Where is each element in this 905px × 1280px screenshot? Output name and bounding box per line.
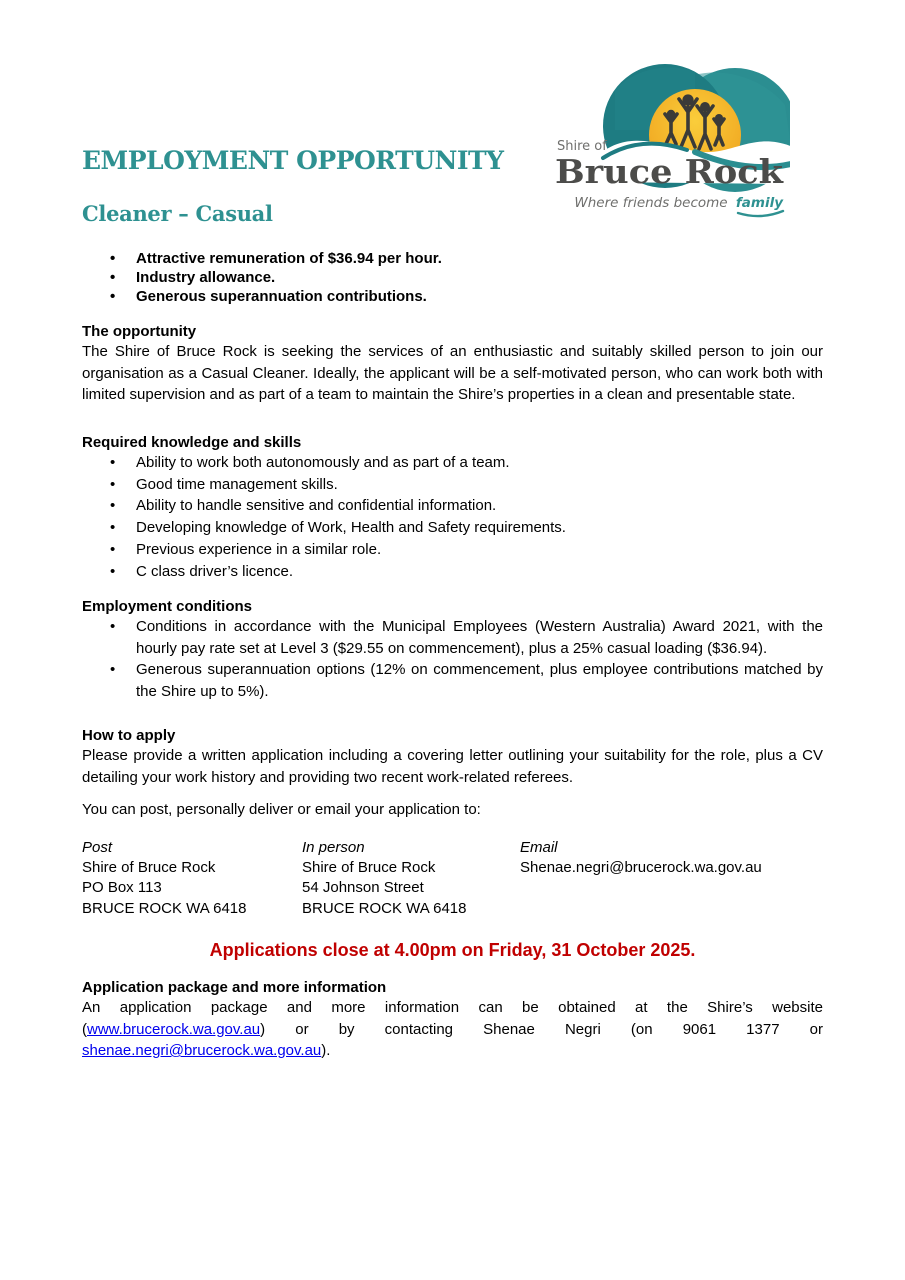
closing-date-notice: Applications close at 4.00pm on Friday, 31 October 2025. bbox=[209, 940, 696, 960]
highlights-section bbox=[82, 249, 823, 306]
highlight-item: • Industry allowance. bbox=[82, 268, 823, 287]
section-body: Please provide a written application including a covering letter outlining your suitability for the role, plus a CV detailing your work history and providing two recent work-related referees. bbox=[82, 747, 823, 786]
package-text: ) or by contacting Shenae Negri (on 9061 1377 or bbox=[260, 1020, 823, 1038]
contact-column-email bbox=[520, 838, 823, 919]
section-heading: Employment conditions bbox=[82, 598, 253, 615]
contact-email-address: Shenae.negri@brucerock.wa.gov.au bbox=[520, 859, 762, 876]
website-link[interactable]: www.brucerock.wa.gov.au bbox=[87, 1020, 261, 1038]
highlight-item: • Generous superannuation contributions. bbox=[82, 287, 823, 306]
opportunity-section bbox=[82, 323, 823, 406]
package-text: ). bbox=[321, 1042, 331, 1059]
logo-tagline-prefix: Where friends become bbox=[574, 195, 728, 211]
highlight-item: • Attractive remuneration of $36.94 per hour. bbox=[82, 249, 823, 268]
section-body bbox=[82, 997, 823, 1062]
skills-section bbox=[82, 434, 823, 582]
position-title: Cleaner – Casual bbox=[82, 201, 273, 226]
skill-item: • Developing knowledge of Work, Health and Safety requirements. bbox=[82, 517, 823, 539]
svg-text:Where friends become f bbox=[574, 195, 784, 211]
section-heading: How to apply bbox=[82, 727, 176, 744]
contact-label: Email bbox=[520, 839, 558, 856]
contact-column-in-person bbox=[302, 838, 520, 919]
shire-logo bbox=[545, 50, 790, 222]
contact-line: Shire of Bruce Rock bbox=[302, 859, 436, 876]
contact-line: BRUCE ROCK WA 6418 bbox=[82, 900, 247, 917]
email-link[interactable]: shenae.negri@brucerock.wa.gov.au bbox=[82, 1042, 322, 1059]
how-to-apply-section bbox=[82, 727, 823, 788]
contact-label: In person bbox=[302, 839, 365, 856]
section-heading: Required knowledge and skills bbox=[82, 434, 302, 451]
conditions-section bbox=[82, 598, 823, 703]
skill-item: • Good time management skills. bbox=[82, 474, 823, 496]
page-title: EMPLOYMENT OPPORTUNITY bbox=[82, 146, 504, 175]
section-heading: The opportunity bbox=[82, 323, 197, 340]
condition-item: • Conditions in accordance with the Municipal Employees (Western Australia) Award 2021, with the hourly pay rate set at Level 3 ($29.55 on commencement), plus a 25% casual loading ($36.94). bbox=[82, 616, 823, 659]
contact-line: BRUCE ROCK WA 6418 bbox=[302, 900, 467, 917]
section-body: The Shire of Bruce Rock is seeking the services of an enthusiastic and suitably skilled person to join our organisation as a Casual Cleaner. Ideally, the applicant will be a self-motivated person, who can work both with limited supervision and as part of a team to maintain the Shire’s properties in a clean and presentable state. bbox=[82, 343, 823, 403]
logo-org-prefix: Shire of bbox=[557, 139, 607, 154]
contact-line: PO Box 113 bbox=[82, 878, 162, 896]
logo-org-name: Bruce Rock bbox=[555, 152, 785, 191]
contact-label: Post bbox=[82, 839, 113, 856]
skill-item: • C class driver’s licence. bbox=[82, 561, 823, 583]
tagline-swoosh-icon bbox=[738, 211, 783, 216]
contact-column-post bbox=[82, 838, 302, 919]
skill-item: • Previous experience in a similar role. bbox=[82, 539, 823, 561]
contact-line: 54 Johnson Street bbox=[302, 878, 424, 896]
section-heading: Application package and more information bbox=[82, 979, 387, 996]
application-package-section bbox=[82, 979, 823, 1062]
skill-item: • Ability to handle sensitive and confidential information. bbox=[82, 495, 823, 517]
condition-item: • Generous superannuation options (12% on commencement, plus employee contributions matched by the Shire up to 5%). bbox=[82, 659, 823, 702]
shire-of-bruce-rock-logo-icon bbox=[545, 50, 790, 222]
skill-item: • Ability to work both autonomously and as part of a team. bbox=[82, 452, 823, 474]
contact-line: Shire of Bruce Rock bbox=[82, 859, 216, 876]
contact-columns bbox=[82, 838, 823, 919]
delivery-intro: You can post, personally deliver or email your application to: bbox=[82, 801, 481, 818]
package-text: An application package and more information can be obtained at the Shire’s website ( bbox=[82, 999, 823, 1038]
logo-tagline-emphasis: family bbox=[735, 195, 783, 211]
